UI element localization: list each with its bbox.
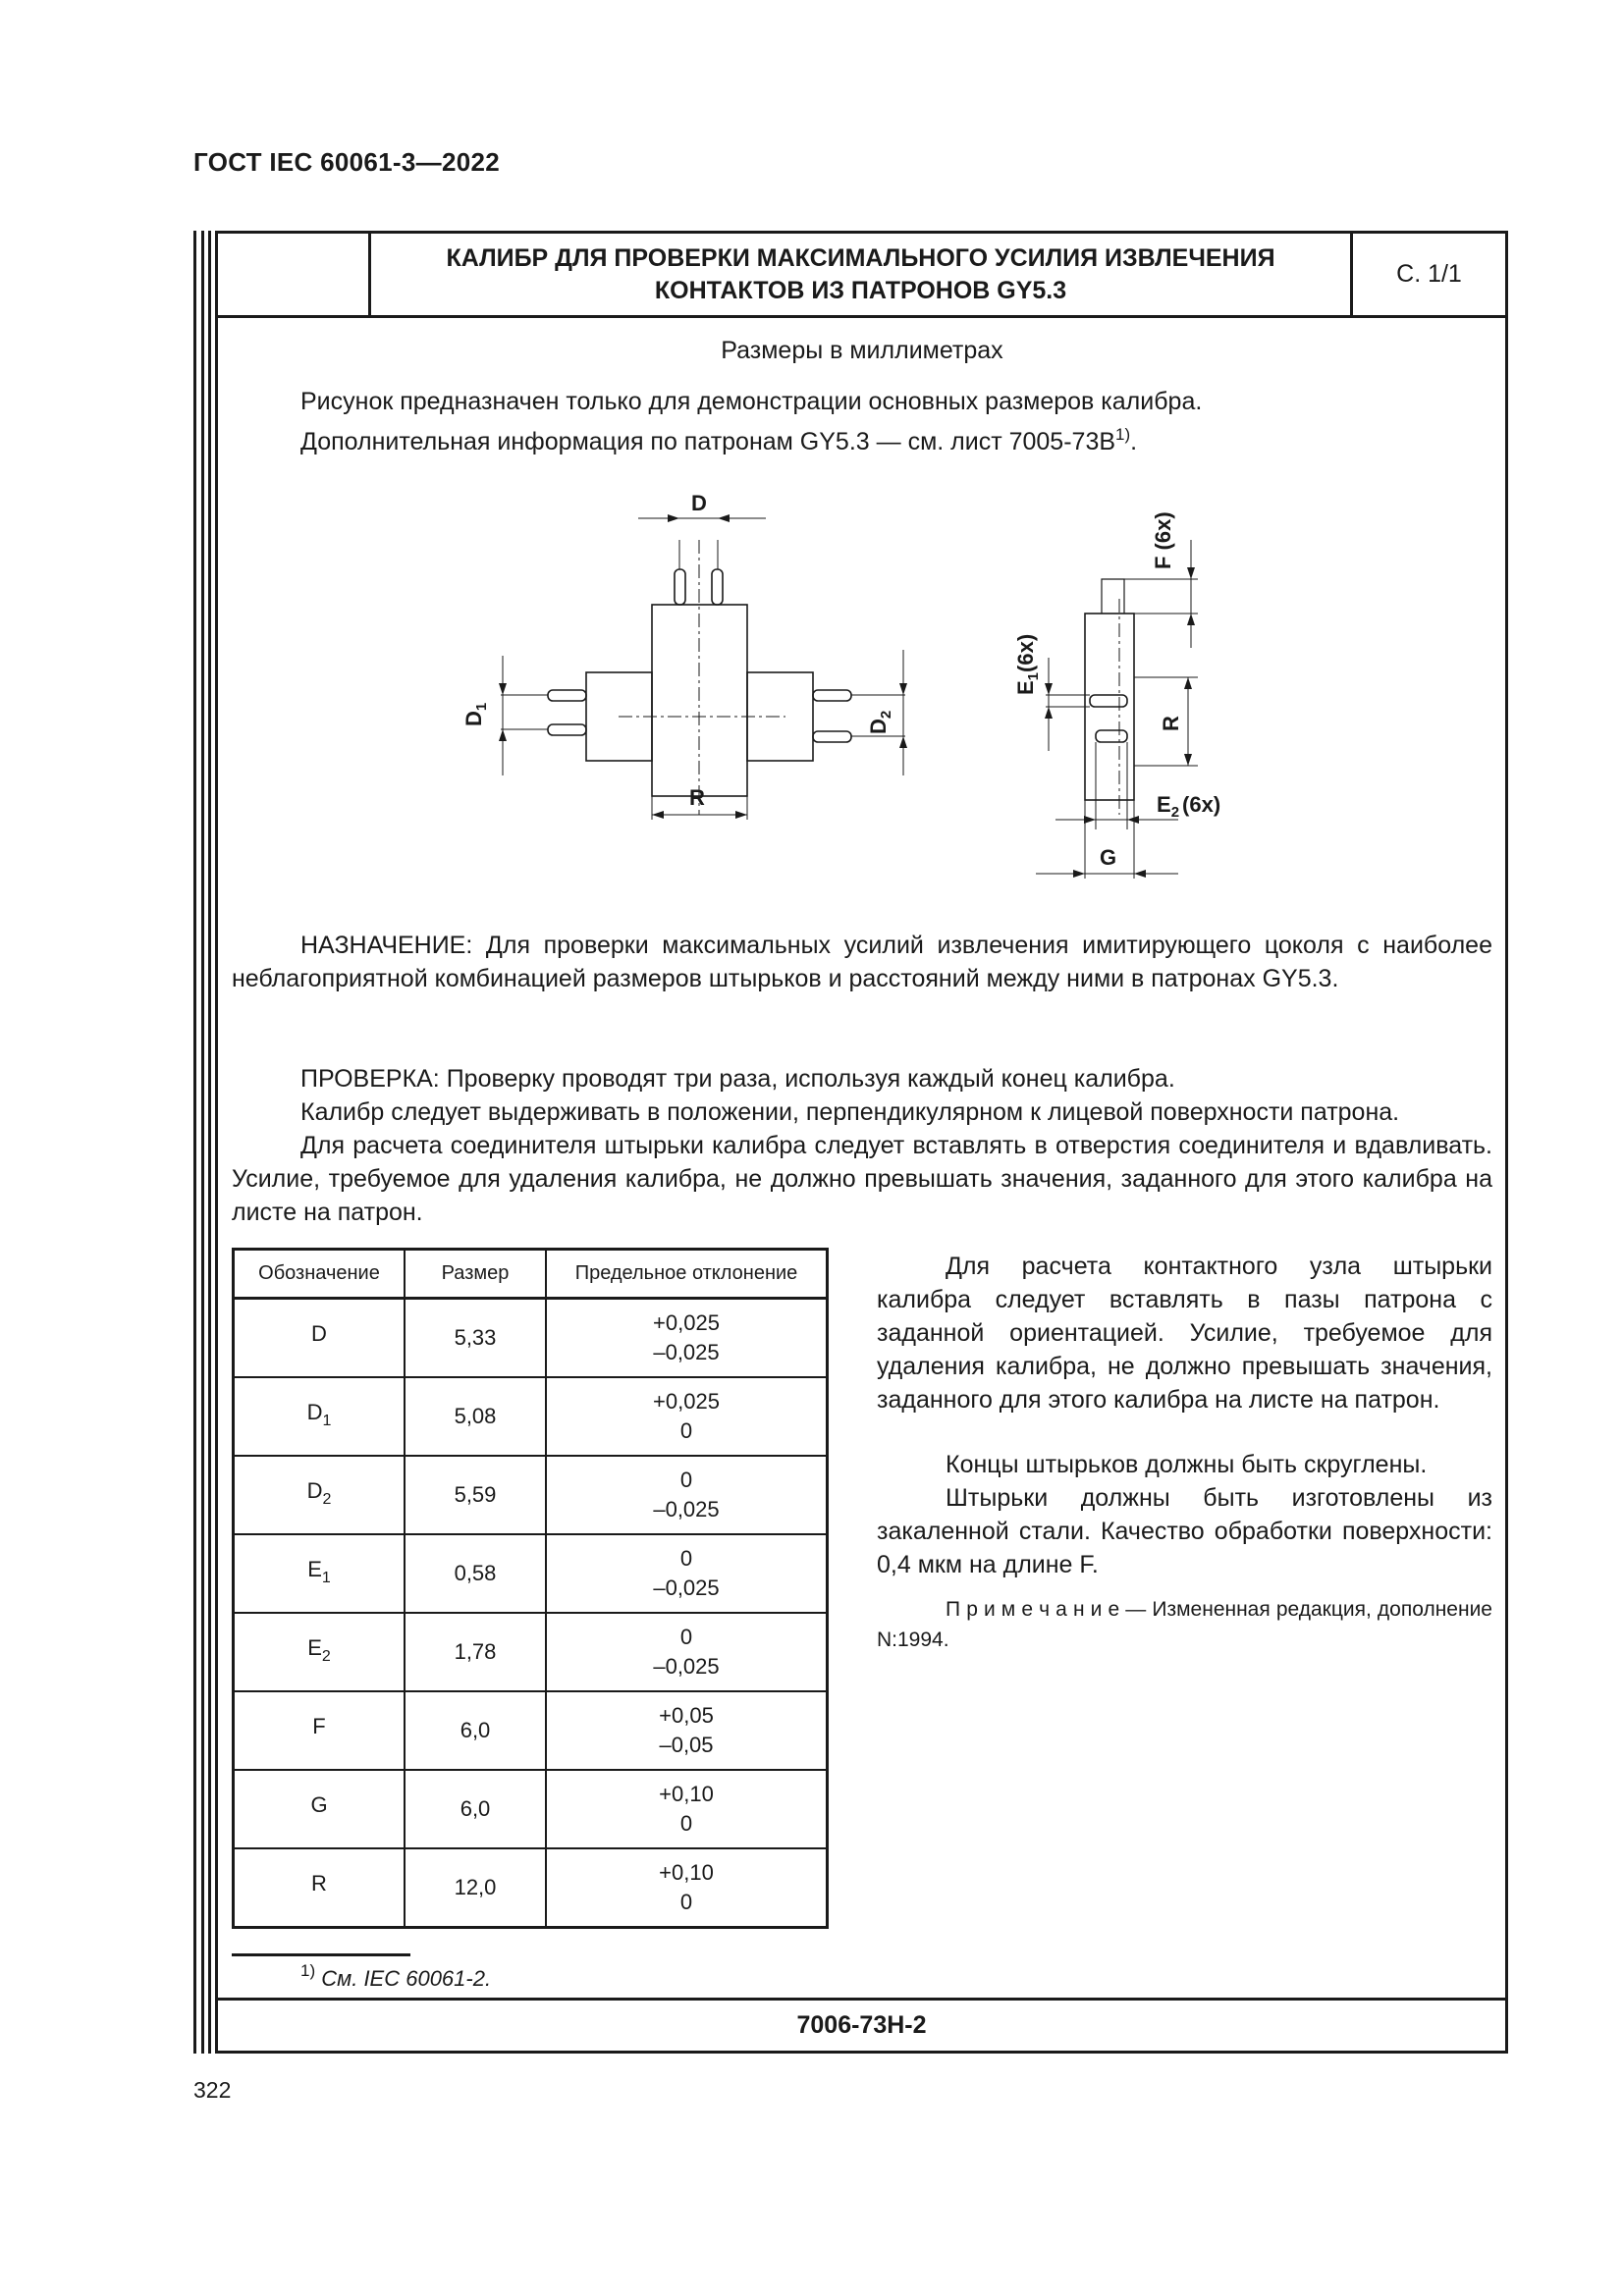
page-number: 322 [193, 2077, 232, 2103]
dim-label-G: G [1100, 845, 1117, 870]
right-paragraph-2: Концы штырьков должны быть скруглены. [946, 1451, 1428, 1478]
dim-label-R-side: R [1159, 716, 1183, 731]
right-pin [813, 731, 851, 742]
tolerance-cell: +0,10 0 [546, 1770, 828, 1848]
check-paragraph-1: ПРОВЕРКА: Проверку проводят три раза, используя каждый конец калибра. [300, 1065, 1175, 1093]
intro-line-2-end: . [1130, 428, 1138, 455]
right-paragraph-3: Штырьки должны быть изготовлены из закаленной стали. Качество обработки поверхности: 0,4 мкм на длине F. [877, 1484, 1492, 1578]
designation-cell: $D_1$ [234, 1377, 406, 1456]
tolerance-cell: +0,10 0 [546, 1848, 828, 1928]
title-left-cell [218, 234, 371, 315]
size-cell: 6,0 [405, 1691, 546, 1770]
binding-line [201, 231, 204, 2054]
intro-line-1: Рисунок предназначен только для демонстрации основных размеров калибра. [300, 388, 1203, 415]
designation-cell: G [234, 1770, 406, 1848]
size-cell: 5,08 [405, 1377, 546, 1456]
right-paragraph-1: Для расчета контактного узла штырьки калибра следует вставлять в пазы патрона с заданной ориентацией. Усилие, требуемое для удаления калибра, не должно превышать значения, заданного для этого калибра на листе на патрон. [877, 1253, 1492, 1414]
right-pin [813, 690, 851, 701]
designation-cell: D [234, 1299, 406, 1378]
title-block [218, 234, 1505, 318]
sheet-title-line1: КАЛИБР ДЛЯ ПРОВЕРКИ МАКСИМАЛЬНОГО УСИЛИЯ ИЗВЛЕЧЕНИЯ [446, 243, 1275, 272]
size-cell: 6,0 [405, 1770, 546, 1848]
tolerance-cell: 0 –0,025 [546, 1534, 828, 1613]
designation-cell: R [234, 1848, 406, 1928]
dim-label-D: D [691, 491, 707, 515]
left-pin [548, 724, 586, 735]
footnote-separator [232, 1953, 410, 1956]
table-header-cell: Размер [405, 1250, 546, 1299]
top-pin [675, 569, 685, 605]
designation-cell: $E_1$ [234, 1534, 406, 1613]
table-row [234, 1770, 828, 1848]
table-row [234, 1377, 828, 1456]
size-cell: 0,58 [405, 1534, 546, 1613]
gauge-drawing [432, 481, 1257, 903]
footnote [300, 1961, 491, 1992]
gauge-right-wing [747, 672, 813, 761]
footnote-text: См. IEC 60061-2. [321, 1966, 492, 1991]
tolerance-cell: 0 –0,025 [546, 1456, 828, 1534]
table-header-cell: Предельное отклонение [546, 1250, 828, 1299]
designation-cell: $D_2$ [234, 1456, 406, 1534]
side-view-pin [1090, 695, 1127, 707]
tolerance-cell: +0,05 –0,05 [546, 1691, 828, 1770]
tolerance-cell: +0,025 0 [546, 1377, 828, 1456]
table-header-row [234, 1250, 828, 1299]
note-text: — Измененная редакция, дополнение N:1994. [877, 1598, 1492, 1651]
sheet-id: 7006-73Н-2 [218, 1998, 1505, 2051]
designation-cell: F [234, 1691, 406, 1770]
table-header-cell: Обозначение [234, 1250, 406, 1299]
footnote-mark: 1) [300, 1961, 316, 1980]
binding-line [208, 231, 211, 2054]
note-label: П р и м е ч а н и е [946, 1598, 1120, 1621]
intro-line-2-text: Дополнительная информация по патронам GY5.3 — см. лист 7005-73В [300, 428, 1116, 455]
binding-line [193, 231, 196, 2054]
intro-line-2 [300, 418, 1479, 458]
table-row [234, 1613, 828, 1691]
table-row [234, 1456, 828, 1534]
table-row [234, 1299, 828, 1378]
top-pin [712, 569, 723, 605]
dimensions-table [232, 1248, 829, 1929]
dim-label-E1: $E_1(6x)$ [1013, 633, 1042, 695]
table-row [234, 1848, 828, 1928]
dim-label-D2: $D_2$ [866, 710, 894, 734]
size-cell: 12,0 [405, 1848, 546, 1928]
table-row [234, 1534, 828, 1613]
size-cell: 5,33 [405, 1299, 546, 1378]
size-cell: 1,78 [405, 1613, 546, 1691]
footnote-ref: 1) [1115, 425, 1131, 444]
document-standard-header: ГОСТ IEC 60061-3—2022 [193, 147, 500, 177]
check-paragraph-2: Калибр следует выдерживать в положении, перпендикулярном к лицевой поверхности патрона. [300, 1098, 1400, 1126]
dim-label-F: F (6x) [1151, 511, 1175, 569]
left-pin [548, 690, 586, 701]
note-paragraph [877, 1594, 1492, 1655]
sheet-title-line2: КОНТАКТОВ ИЗ ПАТРОНОВ GY5.3 [654, 276, 1067, 304]
dim-label-R: R [689, 785, 705, 810]
table-row [234, 1691, 828, 1770]
dim-label-D1: $D_1$ [461, 702, 490, 726]
sheet-title [371, 234, 1353, 315]
purpose-paragraph: НАЗНАЧЕНИЕ: Для проверки максимальных усилий извлечения имитирующего цоколя с наиболее неблагоприятной комбинацией размеров штырьков и расстояний между ними в патронах GY5.3. [232, 932, 1492, 992]
side-view-pin [1096, 730, 1127, 742]
size-cell: 5,59 [405, 1456, 546, 1534]
sheet-page-number: С. 1/1 [1396, 260, 1462, 288]
dim-label-E2: $E_2$ (6x) [1157, 792, 1221, 821]
check-paragraph-3: Для расчета соединителя штырьки калибра следует вставлять в отверстия соединителя и вдавливать. Усилие, требуемое для удаления калибра, не должно превышать значения, заданного для этого калибра на листе на патрон. [232, 1132, 1492, 1226]
designation-cell: $E_2$ [234, 1613, 406, 1691]
tolerance-cell: 0 –0,025 [546, 1613, 828, 1691]
units-note: Размеры в миллиметрах [721, 337, 1003, 364]
tolerance-cell: +0,025 –0,025 [546, 1299, 828, 1378]
